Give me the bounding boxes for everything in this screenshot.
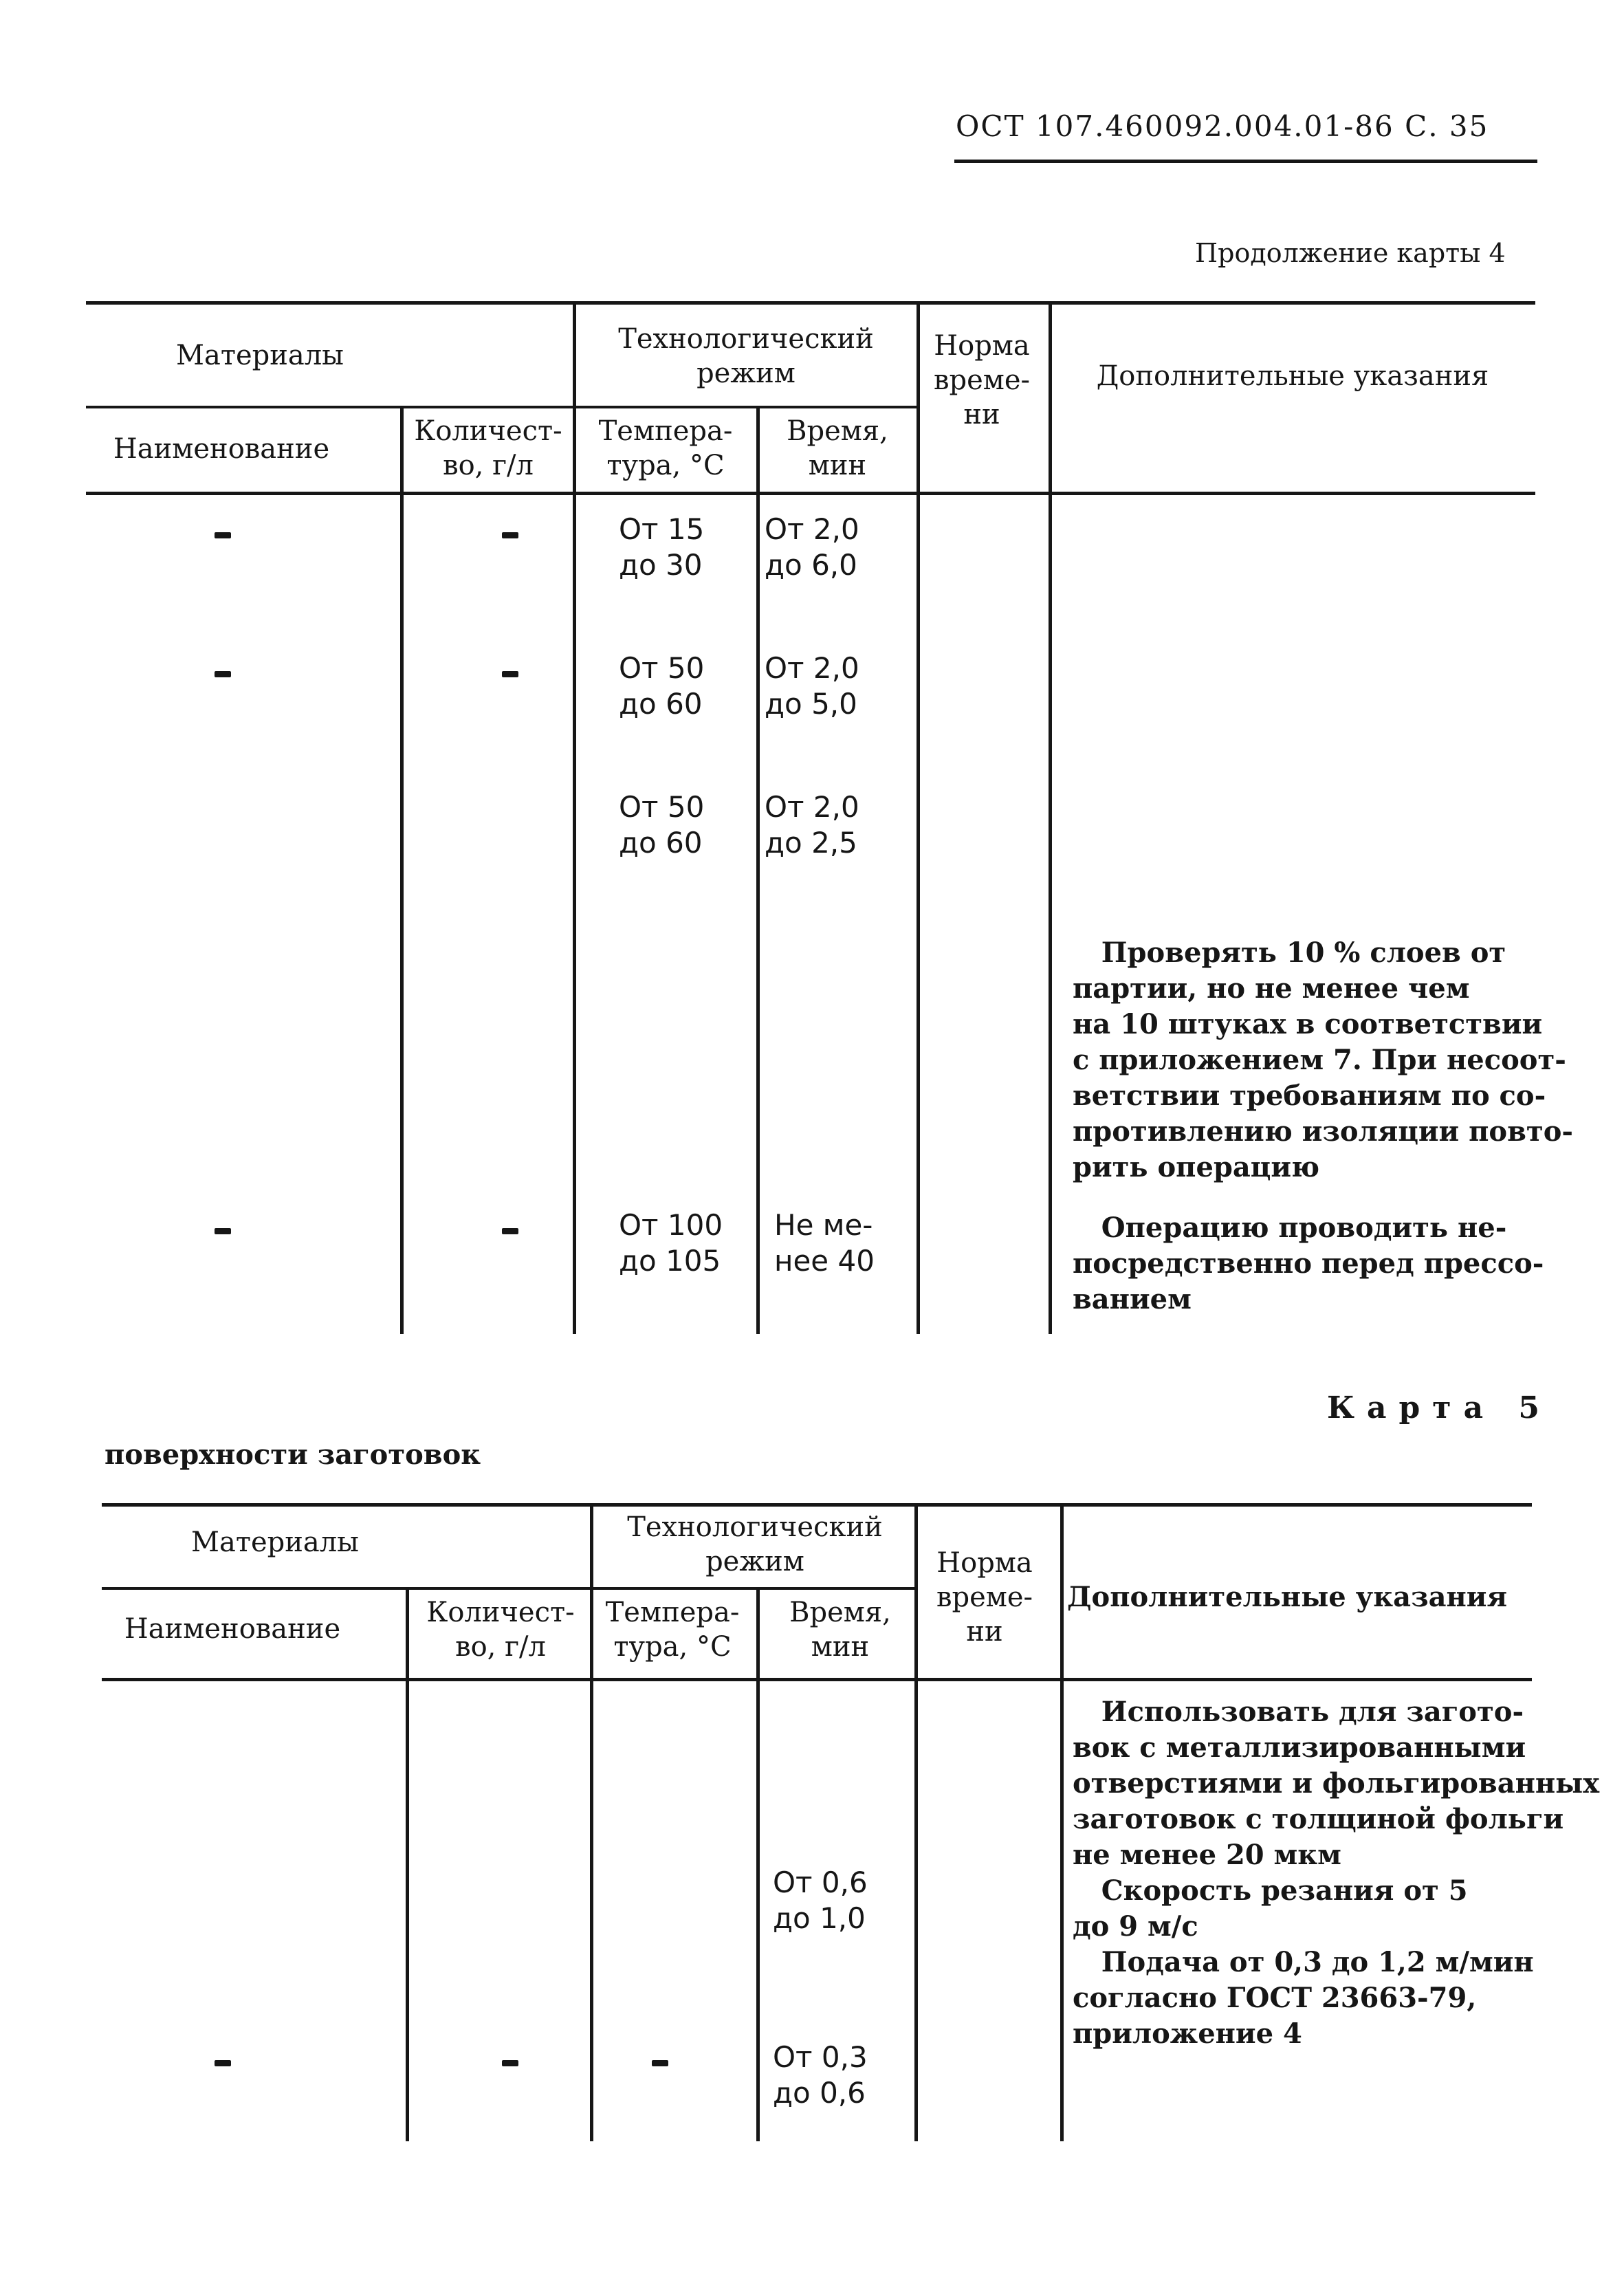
table1-header-name: Наименование xyxy=(113,433,330,465)
table1-row1-time: От 2,0 до 6,0 xyxy=(765,512,859,582)
table1-row3-temp: От 50 до 60 xyxy=(619,790,705,860)
table2-row2-qty-dash xyxy=(502,2060,518,2066)
table1-vline-2 xyxy=(573,301,576,1334)
table2-header-tech-mode: Технологический режим xyxy=(627,1511,883,1577)
table2-header-temp: Темпера- тура, °С xyxy=(605,1597,740,1663)
table2-note: Использовать для загото- вок с металлизированными отверстиями и фольгированных заготовок с толщиной фольги не менее 20 мкм Скорость резания от 5 до 9 м/с Подача от 0,3 до 1,2 м/мин согласно ГОСТ 23663-79, приложение 4 xyxy=(1073,1696,1600,2050)
header-underline xyxy=(954,160,1537,163)
table1-row2-time: От 2,0 до 5,0 xyxy=(765,651,859,721)
table1-row1-name-dash xyxy=(215,532,231,538)
table2-header-qty: Количест- во, г/л xyxy=(426,1597,575,1663)
table1-row5-qty-dash xyxy=(502,1228,518,1234)
table1-header-extra: Дополнительные указания xyxy=(1096,360,1489,392)
table1-row2-qty-dash xyxy=(502,671,518,677)
table1-row4-note: Проверять 10 % слоев от партии, но не менее чем на 10 штуках в соответствии с приложением 7. При несоот- ветствии требованиям по со- противлению изоляции повто- рить операцию xyxy=(1073,937,1573,1183)
card5-subtitle: поверхности заготовок xyxy=(105,1439,481,1471)
table1-header-tech-mode: Технологический режим xyxy=(618,323,874,389)
table2-vline-2 xyxy=(590,1503,593,2141)
table1-header-materials: Материалы xyxy=(176,340,344,371)
table2-header-norm-time: Норма време- ни xyxy=(936,1547,1033,1648)
table1-top-rule xyxy=(86,301,1535,305)
table2-header-time: Время, мин xyxy=(789,1597,891,1663)
table1-row5-time: Не ме- нее 40 xyxy=(774,1208,875,1278)
table1-vline-5 xyxy=(1049,301,1052,1334)
table2-mid-rule xyxy=(102,1587,916,1590)
table2-vline-3 xyxy=(756,1587,760,2141)
table2-vline-4 xyxy=(914,1503,918,2141)
table1-header-time: Время, мин xyxy=(787,415,888,481)
table1-header-norm-time: Норма време- ни xyxy=(933,330,1031,430)
table2-header-materials: Материалы xyxy=(191,1527,359,1558)
table2-header-name: Наименование xyxy=(124,1613,341,1645)
table2-top-rule xyxy=(102,1503,1532,1507)
table2-vline-1 xyxy=(406,1587,409,2141)
continuation-label: Продолжение карты 4 xyxy=(1195,238,1506,268)
table1-row5-temp: От 100 до 105 xyxy=(619,1208,723,1278)
table1-mid-rule xyxy=(86,406,918,408)
table2-header-extra: Дополнительные указания xyxy=(1066,1581,1508,1613)
table1-row1-temp: От 15 до 30 xyxy=(619,512,705,582)
table1-header-temp: Темпера- тура, °С xyxy=(598,415,733,481)
table1-row5-name-dash xyxy=(215,1228,231,1234)
table1-row2-name-dash xyxy=(215,671,231,677)
table2-row2-time: От 0,3 до 0,6 xyxy=(773,2040,868,2110)
table1-row1-qty-dash xyxy=(502,532,518,538)
table2-row1-time: От 0,6 до 1,0 xyxy=(773,1866,868,1935)
table1-vline-4 xyxy=(917,301,920,1334)
table1-row2-temp: От 50 до 60 xyxy=(619,651,705,721)
table1-row3-time: От 2,0 до 2,5 xyxy=(765,790,859,860)
table2-row2-temp-dash xyxy=(652,2060,668,2066)
table1-vline-3 xyxy=(756,406,760,1334)
document-code: ОСТ 107.460092.004.01-86 С. 35 xyxy=(956,109,1489,143)
table1-row5-note: Операцию проводить не- посредственно перед прессо- ванием xyxy=(1073,1212,1544,1315)
table1-header-qty: Количест- во, г/л xyxy=(414,415,562,481)
table2-header-rule xyxy=(102,1678,1532,1681)
table1-vline-1 xyxy=(400,406,404,1334)
table1-header-rule xyxy=(86,492,1535,495)
table2-vline-5 xyxy=(1060,1503,1064,2141)
card5-title: Карта 5 xyxy=(1327,1390,1552,1425)
table2-row2-name-dash xyxy=(215,2060,231,2066)
